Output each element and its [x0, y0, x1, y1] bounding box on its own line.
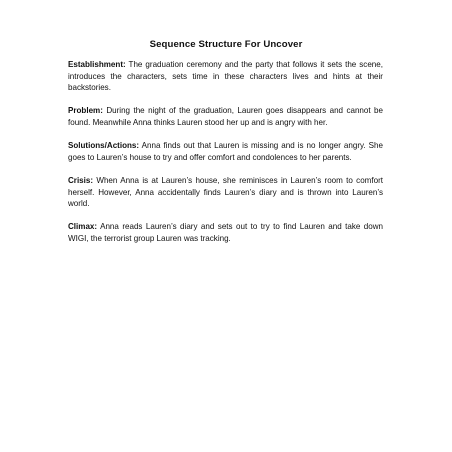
section-text: Anna finds out that Lauren is missing and is no longer angry. She goes to Lauren’s house to try and offer comfort and condolences to her parents.: [68, 141, 383, 162]
section-label: Establishment:: [68, 60, 126, 69]
section-label: Solutions/Actions:: [68, 141, 140, 151]
section-establishment: [68, 59, 383, 94]
section-solutions-actions: [68, 140, 383, 163]
section-crisis: [68, 175, 383, 210]
sections-list: [68, 59, 383, 256]
section-label: Crisis:: [68, 175, 94, 185]
section-problem: [68, 105, 383, 128]
section-label: Problem:: [68, 106, 103, 116]
section-climax: [68, 221, 383, 244]
section-text: When Anna is at Lauren’s house, she reminisces in Lauren’s room to comfort herself. However, Anna accidentally finds Lauren’s diary and is thrown into Lauren’s world.: [68, 175, 383, 209]
section-text: The graduation ceremony and the party that follows it sets the scene, introduces the characters, sets time in these characters lives and hints at their backstories.: [68, 60, 383, 93]
section-text: Anna reads Lauren’s diary and sets out to try to find Lauren and take down WIGI, the terrorist group Lauren was tracking.: [68, 222, 383, 243]
section-text: During the night of the graduation, Lauren goes disappears and cannot be found. Meanwhile Anna thinks Lauren stood her up and is angry with her.: [68, 106, 383, 127]
document-title: Sequence Structure For Uncover: [149, 39, 303, 50]
section-label: Climax:: [68, 222, 98, 232]
